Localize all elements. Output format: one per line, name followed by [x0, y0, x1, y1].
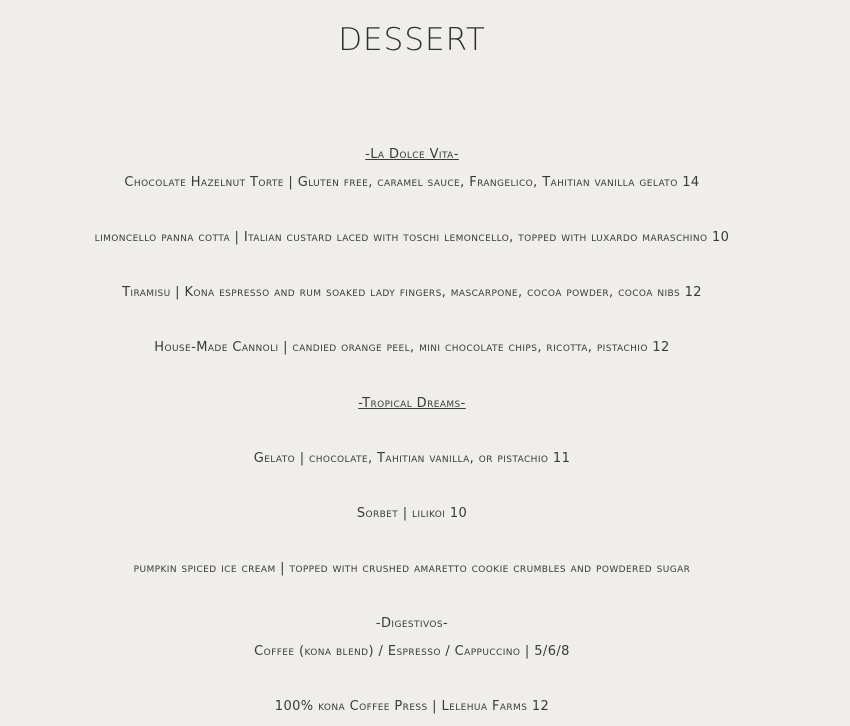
menu-item-tiramisu: Tiramisu | Kona espresso and rum soaked lady fingers, mascarpone, cocoa powder, cocoa nibs 12: [122, 285, 702, 300]
menu-item-kona-coffee-press: 100% kona Coffee Press | Lelehua Farms 12: [274, 699, 550, 714]
section-heading-digestivos: -Digestivos-: [375, 616, 449, 631]
section-heading-la-dolce-vita: -La Dolce Vita-: [365, 147, 459, 162]
menu-item-pumpkin-spiced-ice-cream: pumpkin spiced ice cream | topped with crushed amaretto cookie crumbles and powdered sugar: [133, 561, 691, 576]
page-title: DESSERT: [338, 22, 486, 58]
menu-item-house-made-cannoli: House-Made Cannoli | candied orange peel, mini chocolate chips, ricotta, pistachio 12: [154, 340, 670, 355]
menu-item-coffee: Coffee (kona blend) / Espresso / Cappuccino | 5/6/8: [254, 644, 570, 659]
menu-item-chocolate-hazelnut-torte: Chocolate Hazelnut Torte | Gluten free, caramel sauce, Frangelico, Tahitian vanilla gelato 14: [124, 175, 700, 190]
menu-item-sorbet: Sorbet | lilikoi 10: [356, 506, 468, 521]
menu-item-gelato: Gelato | chocolate, Tahitian vanilla, or pistachio 11: [253, 451, 571, 466]
menu-item-limoncello-panna-cotta: limoncello panna cotta | Italian custard laced with toschi lemoncello, topped with luxardo maraschino 10: [94, 230, 730, 245]
section-heading-tropical-dreams: -Tropical Dreams-: [358, 396, 466, 411]
